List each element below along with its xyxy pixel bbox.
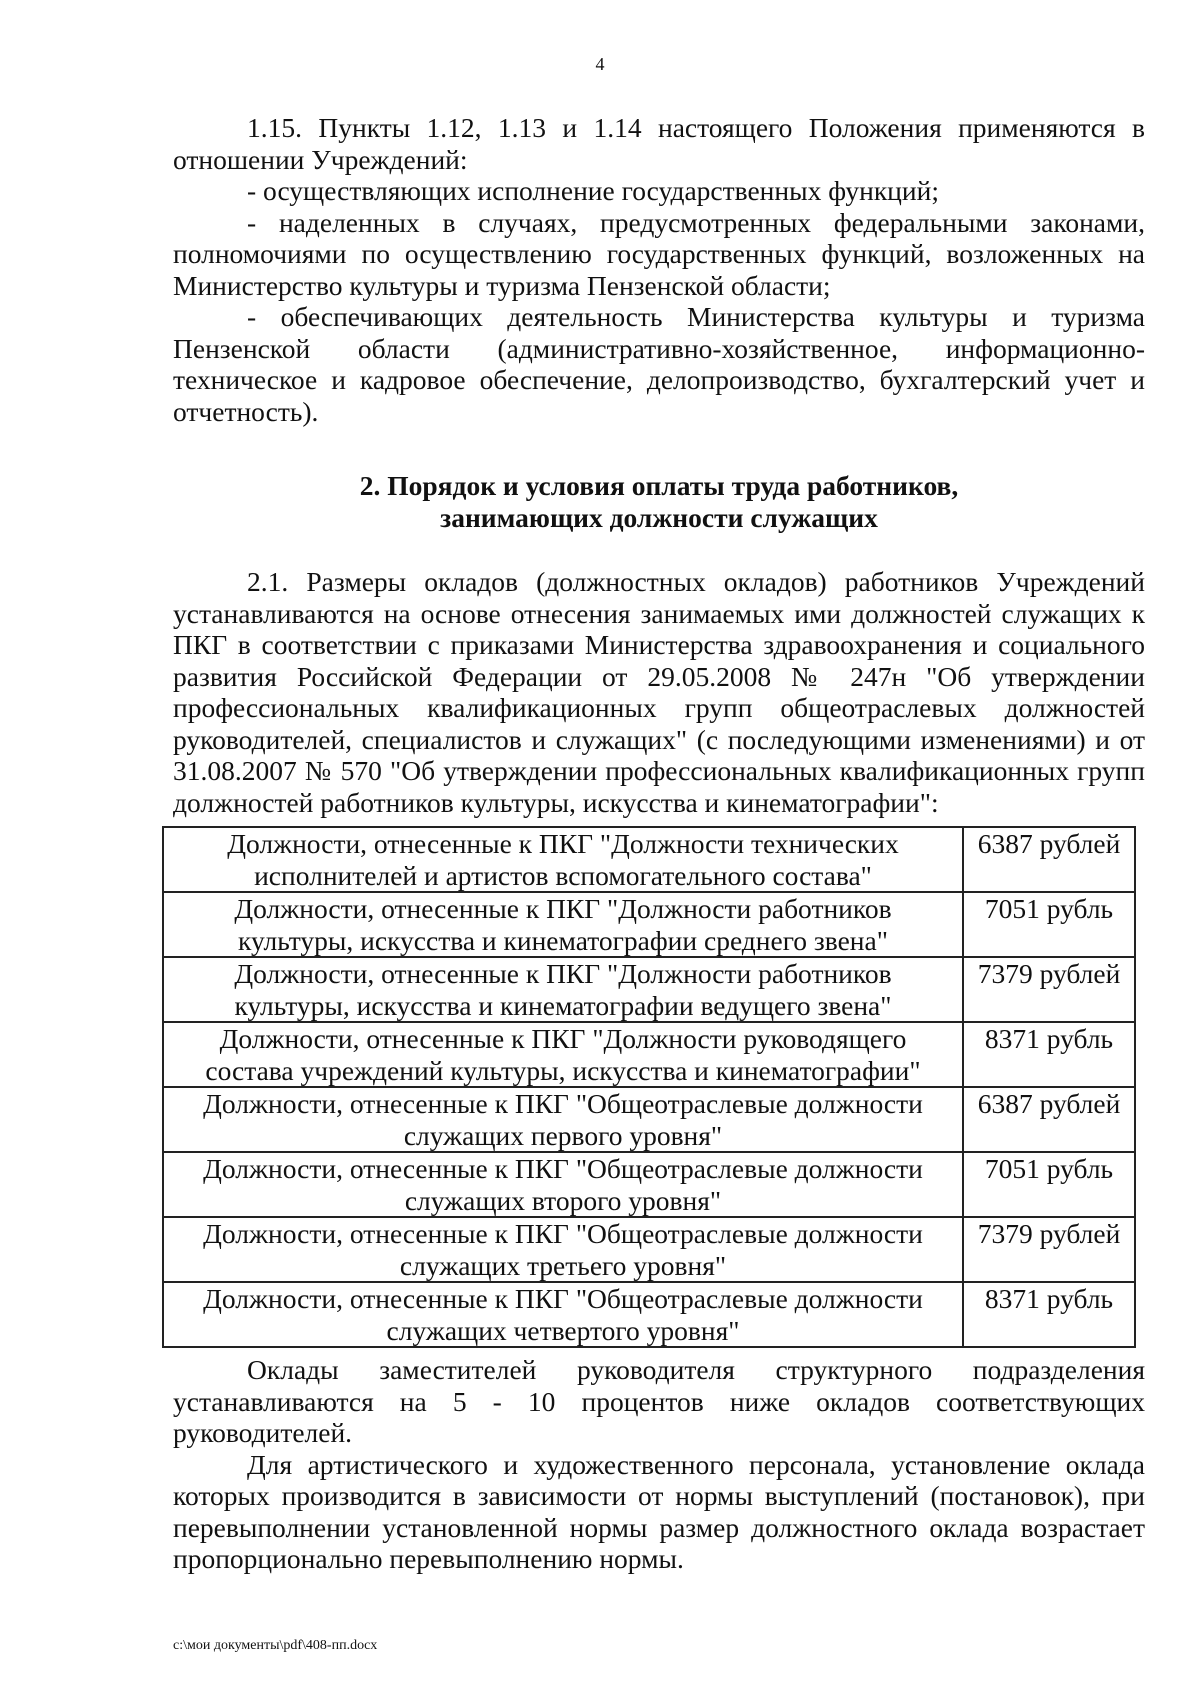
section-heading-line-2: занимающих должности служащих bbox=[440, 502, 878, 533]
position-group-line: служащих второго уровня" bbox=[404, 1184, 722, 1216]
page-number: 4 bbox=[595, 54, 605, 74]
paragraph-1-15: 1.15. Пункты 1.12, 1.13 и 1.14 настоящего Положения применяются в отношении Учреждений: bbox=[173, 112, 1145, 175]
table-row bbox=[163, 1152, 1135, 1217]
position-group-cell bbox=[163, 1022, 963, 1087]
position-group-cell bbox=[163, 827, 963, 892]
table-row bbox=[163, 827, 1135, 892]
position-group-line: Должности, отнесенные к ПКГ "Должности руководящего bbox=[219, 1023, 907, 1054]
section-heading-line-1: 2. Порядок и условия оплаты труда работников, bbox=[359, 470, 959, 501]
list-item-state-functions: - осуществляющих исполнение государственных функций; bbox=[247, 175, 939, 206]
table-row bbox=[163, 1217, 1135, 1282]
position-group-line: культуры, искусства и кинематографии ведущего звена" bbox=[234, 989, 892, 1021]
position-group-cell bbox=[163, 1282, 963, 1347]
position-group-line: Должности, отнесенные к ПКГ "Должности работников bbox=[234, 893, 892, 924]
position-group-line: Должности, отнесенные к ПКГ "Общеотраслевые должности bbox=[203, 1283, 923, 1314]
list-item-delegated-powers: - наделенных в случаях, предусмотренных федеральными законами, полномочиями по осуществлению государственных функций, возложенных на Министерство культуры и туризма Пензенской области; bbox=[173, 206, 1145, 301]
paragraph-artistic-staff: Для артистического и художественного персонала, установление оклада которых производится в зависимости от нормы выступлений (постановок), при перевыполнении установленной нормы размер должностного оклада возрастает пропорционально перевыполнению нормы. bbox=[173, 1448, 1145, 1574]
paragraph-deputy-salaries: Оклады заместителей руководителя структурного подразделения устанавливаются на 5 - 10 процентов ниже окладов соответствующих руководителей. bbox=[173, 1354, 1145, 1448]
position-group-cell bbox=[163, 1087, 963, 1152]
paragraph-2-1: 2.1. Размеры окладов (должностных окладов) работников Учреждений устанавливаются на основе отнесения занимаемых ими должностей служащих к ПКГ в соответствии с приказами Министерства здравоохранения и социального развития Российской Федерации от 29.05.2008 № 247н "Об утверждении профессиональных квалификационных групп общеотраслевых должностей руководителей, специалистов и служащих" (с последующими изменениями) и от 31.08.2007 № 570 "Об утверждении профессиональных квалификационных групп должностей работников культуры, искусства и кинематографии": bbox=[173, 566, 1145, 818]
salary-amount-cell: 6387 рублей bbox=[963, 827, 1135, 892]
position-group-line: служащих первого уровня" bbox=[403, 1119, 723, 1151]
position-group-cell bbox=[163, 957, 963, 1022]
position-group-cell bbox=[163, 1217, 963, 1282]
position-group-cell bbox=[163, 892, 963, 957]
section-heading bbox=[173, 470, 1145, 534]
salary-amount-cell: 8371 рубль bbox=[963, 1282, 1135, 1347]
table-row bbox=[163, 1087, 1135, 1152]
position-group-line: состава учреждений культуры, искусства и кинематографии" bbox=[205, 1054, 921, 1086]
document-body bbox=[173, 112, 1145, 1575]
table-row bbox=[163, 1282, 1135, 1347]
salary-amount-cell: 7379 рублей bbox=[963, 957, 1135, 1022]
position-group-line: исполнителей и артистов вспомогательного состава" bbox=[254, 859, 872, 891]
salary-amount-cell: 7051 рубль bbox=[963, 892, 1135, 957]
position-group-line: Должности, отнесенные к ПКГ "Общеотраслевые должности bbox=[203, 1153, 923, 1184]
table-row bbox=[163, 892, 1135, 957]
position-group-line: Должности, отнесенные к ПКГ "Общеотраслевые должности bbox=[203, 1218, 923, 1249]
table-row bbox=[163, 957, 1135, 1022]
salary-amount-cell: 8371 рубль bbox=[963, 1022, 1135, 1087]
salary-amount-cell: 7379 рублей bbox=[963, 1217, 1135, 1282]
position-group-line: Должности, отнесенные к ПКГ "Должности технических bbox=[227, 828, 899, 859]
table-row bbox=[163, 1022, 1135, 1087]
salary-table bbox=[162, 826, 1136, 1348]
salary-amount-cell: 7051 рубль bbox=[963, 1152, 1135, 1217]
list-item-ministry-support: - обеспечивающих деятельность Министерства культуры и туризма Пензенской области (административно-хозяйственное, информационно-техническое и кадровое обеспечение, делопроизводство, бухгалтерский учет и отчетность). bbox=[173, 301, 1145, 427]
position-group-line: служащих четвертого уровня" bbox=[386, 1314, 740, 1346]
position-group-line: Должности, отнесенные к ПКГ "Должности работников bbox=[234, 958, 892, 989]
position-group-line: Должности, отнесенные к ПКГ "Общеотраслевые должности bbox=[203, 1088, 923, 1119]
footer-file-path: c:\мои документы\pdf\408-пп.docx bbox=[173, 1638, 378, 1653]
salary-amount-cell: 6387 рублей bbox=[963, 1087, 1135, 1152]
position-group-line: культуры, искусства и кинематографии среднего звена" bbox=[238, 924, 888, 956]
position-group-line: служащих третьего уровня" bbox=[399, 1249, 727, 1281]
position-group-cell bbox=[163, 1152, 963, 1217]
